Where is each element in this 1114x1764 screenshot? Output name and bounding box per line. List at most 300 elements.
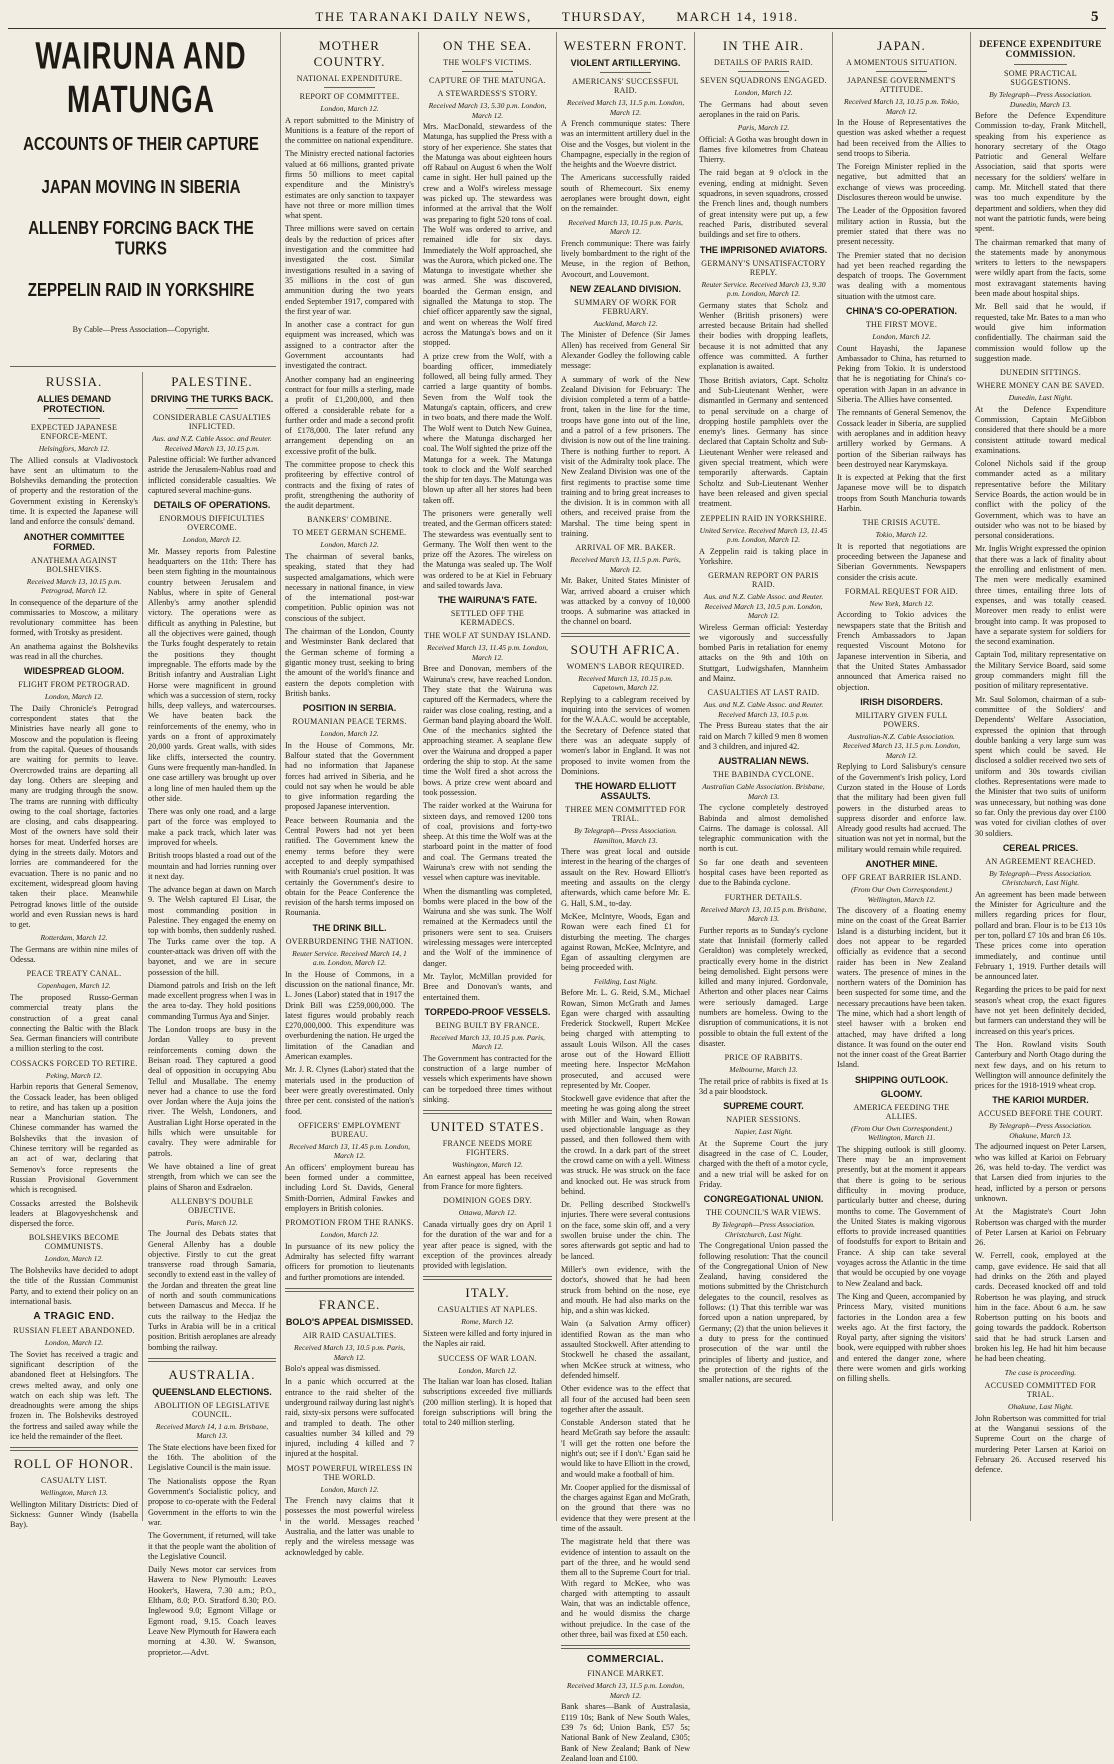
subheading: AMERICA FEEDING THE ALLIES.	[853, 1102, 950, 1121]
article-paragraph: Wireless German official: Yesterday we vigorously and successfully bombed Paris in retaliation for enemy attacks on the 9th and 10th on Stuttgart, Ludwigshafen, Mannheim and Mainz.	[699, 622, 828, 684]
article-paragraph: The Germans are within nine miles of Odessa.	[10, 944, 138, 965]
article-paragraph: The State elections have been fixed for the 16th. The abolition of the Legislative Council is the main issue.	[148, 1442, 276, 1473]
article-paragraph: Germany states that Scholz and Wenher (British prisoners) were arrested because Britain had shelled their bodies with dropping leaflets, because it is not admitted that any offence was committed. A further explanation is awaited.	[699, 300, 828, 372]
subheading: AMERICANS' SUCCESSFUL RAID.	[572, 77, 679, 95]
subheading: ANATHEMA AGAINST BOLSHEVIKS.	[31, 555, 117, 574]
subheading: THE IMPRISONED AVIATORS.	[699, 244, 828, 255]
article-paragraph: The Government, if returned, will take it that the people want the abolition of the Legislative Council.	[148, 1531, 276, 1561]
subheading: JAPANESE GOVERNMENT'S ATTITUDE.	[847, 76, 956, 94]
subheading: CASUALTIES AT NAPLES.	[437, 1305, 538, 1315]
dateline: Received March 13, 11.45 p.m. London, March 12.	[426, 643, 549, 662]
dateline: Reuter Service. Received March 13, 9.30 p.m. London, March 12.	[701, 279, 826, 299]
article-paragraph: The raider worked at the Wairuna for sixteen days, and removed 1200 tons of coal, provisions and forty-two sheep. At this time the Wolf was at the starboard point in the matter of food and coal. The Germans treated the Wairuna's crew with not sending the vessel when capture was inevitable.	[423, 801, 552, 883]
subheading: FORMAL REQUEST FOR AID.	[844, 586, 959, 596]
subheading: ANOTHER MINE.	[865, 859, 938, 870]
dateline: Received March 13, 5.30 p.m. London, March 12.	[428, 101, 547, 120]
article-paragraph: The cyclone completely destroyed Babinda and almost demolished Cairns. The damage is colossal. All telegraphic communication with the north is cut.	[699, 803, 828, 854]
article-paragraph: Bree and Donovan, members of the Wairuna's crew, have reached London. They state that the Wairuna was captured off the Kermadecs, where the raider was close coaling, resting, and a German band playing aboard the Wolf. One of the mechanics sighted the approaching steamer. A seaplane flew over the Wairuna and dropped a paper ordering the ship to stop. At the same time the Wolf fired a shot across the bows. A prize crew went aboard and took possession.	[423, 664, 552, 797]
article-paragraph: McKee, McIntyre, Woods, Egan and Rowan were each fined £1 for disturbing the meeting. The charges against Rowan, McKee, McIntyre, and Egan of assaulting clergymen are being proceeded with.	[561, 911, 690, 973]
article-paragraph: In consequence of the departure of the commissaries to Moscow, a military revolutionary committee has been formed, with Trotsky as president.	[10, 597, 138, 638]
dateline: Dunedin, Last Night.	[1008, 393, 1073, 403]
subheading: RUSSIAN FLEET ABANDONED.	[13, 1326, 135, 1336]
subheading: THE COUNCIL'S WAR VIEWS.	[705, 1208, 821, 1218]
article-paragraph: Cossacks arrested the Bolshevik leaders at Blagovyeshchensk and dispersed the force.	[10, 1198, 138, 1229]
subheading: THE HOWARD ELLIOTT ASSAULTS.	[574, 781, 677, 802]
subheading: AUSTRALIAN NEWS.	[718, 756, 809, 767]
dateline: Paris, March 12.	[186, 1217, 238, 1227]
dateline: London, March 12.	[320, 1230, 379, 1240]
article-paragraph: Official: A Gotha was brought down in flames five kilometres from Chateau Thierry.	[699, 134, 828, 165]
subheading: MOST POWERFUL WIRELESS IN THE WORLD.	[286, 1463, 413, 1482]
subheading: SHIPPING OUTLOOK.	[854, 1074, 948, 1085]
subheading: ANOTHER COMMITTEE FORMED.	[23, 531, 125, 552]
article-paragraph: The Foreign Minister replied in the negative, but admitted that an exchange of views was proceeding. Disclosures thereon would be unwise.	[837, 162, 966, 203]
subheading: SUMMARY OF WORK FOR FEBRUARY.	[574, 297, 677, 316]
subheading: CASUALTIES AT LAST RAID.	[707, 688, 820, 698]
dateline: Wellington, March 13.	[40, 1488, 108, 1498]
dateline: Received March 13, 10.15 p.m. Tokio, March 12.	[843, 97, 959, 116]
advertisement: Daily News motor car services from Hawera to New Plymouth: Leaves Hooker's, Hawera, 7.30 a.m.; P.O., Eltham, 8.0; P.O. Stratford 8.30; P.O. Inglewood 9.0; Egmont Village or Egmont road, 9.15. Coach leaves Leave New Plymouth for Hawera each morning at 4.30. W. Swanson, proprietor.—Advt.	[148, 1565, 276, 1657]
dateline: Aus. and N.Z. Cable Assoc. and Reuter. Received March 13, 10.5 p.m.	[703, 700, 824, 719]
subheading: REPORT OF COMMITTEE.	[299, 92, 400, 101]
summary-headline: ACCOUNTS OF THEIR CAPTURE	[23, 134, 259, 155]
article-paragraph: It is expected at Peking that the first Japanese move will be to dispatch troops from South Manchuria towards Harbin.	[837, 473, 966, 513]
article-paragraph: An anathema against the Bolsheviks was read in all the churches.	[10, 641, 138, 662]
article-paragraph: A summary of work of the New Zealand Division for February: The division completed a term of a battle-front, taken in the line for the time, troops have gone into out of the line, and a patrol of a few prisoners. The division is now out of the line training. There is nothing further to report. A visit of the Admiralty took place. The New Zealand Division was one of the first regiments to practise some time training and to bring great increases to the division. It is in common with all others, and received praise from the Marshal. The time being spent in training.	[561, 374, 690, 538]
article-paragraph: The Bolsheviks have decided to adopt the title of the Russian Communist Party, and to extend their policy on an international basis.	[10, 1265, 138, 1306]
article-paragraph: Mr. Inglis Wright expressed the opinion that there was a lack of finality about the enrolling and enlistment of men. The men were medically examined three times, entailing three lots of expenses, and was totally ceased. Moreover men ready to enlist were brought into camp. It was proposed to have a separate system for soldiers for the second examination.	[975, 544, 1106, 647]
article-paragraph: Peace between Roumania and the Central Powers had not yet been ratified. The Government knew the enemy terms before they were accepted to and deeply sympathised with Roumania's cruel position. It was certainly the Government's desire to obtain for the Peace Conference the revision of the harsh terms imposed on Roumania.	[285, 815, 414, 918]
masthead-title: THE TARANAKI DAILY NEWS,	[315, 9, 532, 24]
dateline: Received March 13, 10.15 p.m. Petrograd, March 12.	[26, 576, 122, 596]
subheading: DETAILS OF PARIS RAID.	[713, 58, 813, 67]
article-paragraph: Before Mr. L. G. Reid, S.M., Michael Rowan, Simon McGrath and James Egan were charged with assaulting Frederick Stockwell, Rupert McKee being charged with attempting to assault Louis Wilson. All the cases arose out of the Howard Elliott meeting here. Inspector McMahon prosecuted, and accused were represented by Mr. Cooper.	[561, 988, 690, 1090]
dateline: Washington, March 12.	[452, 1160, 523, 1170]
section-heading: JAPAN.	[877, 38, 926, 53]
dateline: London, March 12.	[734, 88, 793, 97]
column-in-the-air	[699, 36, 828, 1521]
dateline: London, March 12.	[320, 729, 379, 739]
subheading: ENORMOUS DIFFICULTIES OVERCOME.	[159, 514, 265, 533]
section-heading: ON THE SEA.	[442, 38, 533, 53]
article-paragraph: Miller's own evidence, with the doctor's, showed that he had been struck from behind on the nose, eye and mouth. He had also marks on the hip, and a shin was kicked.	[561, 1264, 690, 1316]
subheading: WIDESPREAD GLOOM.	[23, 666, 124, 677]
article-paragraph: The Ministry erected national factories valued at 66 millions, granted private firms 50 millions to meet capital expenditure and the Ministry's estimates are only sanction to taxpayer have not three or more million times what spent.	[285, 149, 414, 221]
dateline: Australian-N.Z. Cable Association. Received March 13, 11.5 p.m. London, March 12.	[842, 731, 961, 760]
article-paragraph: Further reports as to Sunday's cyclone state that Innisfail (formerly called Geraldton) was completely wrecked, practically every home in the district being demolished. Eight persons were killed and many injured. Gordonvale, Atherton and other places near Cairns were seriously damaged. Large numbers are homeless. Owing to the disruption of communications, it is not possible to obtain the full extent of the disaster.	[699, 925, 828, 1048]
subheading: CEREAL PRICES.	[1002, 842, 1079, 853]
dateline: London, March 12.	[320, 104, 379, 113]
article-paragraph: The adjourned inquest on Peter Larsen, who was killed at Karioi on February 26, was held to-day. The verdict was that Larsen died from injuries to the head, inflicted by a person or persons unknown.	[975, 1142, 1106, 1203]
masthead-date: MARCH 14, 1918.	[676, 9, 799, 24]
article-paragraph: Harbin reports that General Semenov, the Cossack leader, has been obliged to retire, and has taken up a position near a Manchurian station. The Chinese commander has warned the Bolsheviks that the invasion of Chinese territory will be regarded as an act of war, declaring that Semenov's force represents the Russian Provisional Government which is recognised.	[10, 1082, 138, 1195]
article-paragraph: The Congregational Union passed the following resolution: That the council of the Congregational Union of New Zealand, having considered the motions submitted by the Christchurch delegates to the council, resolves as follows: (1) That this terrible war was forced upon a nation unprepared, by Germany; (2) that the union believes it a duty to press for the continued prosecution of the war until the principles of liberty and justice, and the protection of the rights of the smaller nations, are secured.	[699, 1241, 828, 1385]
subheading: A TRAGIC END.	[33, 1311, 115, 1323]
subheading: MILITARY GIVEN FULL POWERS.	[855, 710, 948, 729]
article-paragraph: The Journal des Debats states that General Allenby has a double objective. Firstly to cut the great transverse road through Samaria, secondly to extend east in the valley of the Jordan and threaten the great line of north and south communications between Damascus and Mecca. If he cuts the railway to the Hedjaz the Turks in Arabia will be in a critical position. British aeroplanes are already bombing the railway.	[148, 1229, 277, 1352]
dateline: By Telegraph—Press Association. Ohakune, March 13.	[989, 1121, 1092, 1140]
subheading: DRIVING THE TURKS BACK.	[150, 394, 274, 404]
subheading: PRICE OF RABBITS.	[724, 1053, 803, 1063]
article-paragraph: Regarding the prices to be paid for next season's wheat crop, the exact figures have not yet been definitely decided, but farmers can understand they will be increased on this year's prices.	[975, 985, 1106, 1036]
article-paragraph: In another case a contract for gun equipment was increased, which was assigned to a contractor after the Government accountants had investigated the contract.	[285, 320, 414, 371]
subheading: NATIONAL EXPENDITURE.	[296, 74, 403, 83]
dateline: Auckland, March 12.	[593, 318, 658, 328]
article-paragraph: The Americans successfully raided south of Rhemecourt. Six enemy aeroplanes were brought down, eight on the remainder.	[561, 173, 690, 214]
subheading: ALLIES DEMAND PROTECTION.	[37, 394, 111, 414]
article-paragraph: The French navy claims that it possesses the most powerful wireless in the world. Messages reached Australia, and the latter was unable to reply and the wireless message was acknowledged by cable.	[285, 1496, 414, 1557]
article-paragraph: Mr. Cooper applied for the dismissal of the charges against Egan and McGrath, on the ground that there was no evidence that they were present at the time of the assault.	[561, 1482, 690, 1534]
subheading: ALLENBY'S DOUBLE OBJECTIVE.	[170, 1196, 254, 1215]
dateline: New York, March 12.	[869, 598, 934, 608]
subheading: SUCCESS OF WAR LOAN.	[438, 1353, 537, 1363]
section-heading: AUSTRALIA.	[168, 1366, 256, 1382]
subheading: NEW ZEALAND DIVISION.	[569, 283, 681, 294]
dateline: Received March 13, 11.5 p.m. London, March 12.	[566, 1681, 685, 1700]
subheading: FURTHER DETAILS.	[724, 892, 803, 902]
article-paragraph: Mr. Bell said that he would, if requested, take Mr. Bates to a man who would give him information confidentially. The chairman said the commission would follow up the suggestion made.	[975, 302, 1106, 363]
article-paragraph: There was only one road, and a large part of the force was employed to make a pack track, which later was improved for wheels.	[148, 807, 276, 847]
section-heading: FRANCE.	[318, 1297, 381, 1313]
article-paragraph: The Nationalists oppose the Ryan Government's Socialistic policy, and propose to co-operate with the Federal Government in the efforts to win the war.	[148, 1476, 276, 1527]
article-paragraph: Mr. Saul Solomon, chairman of a sub-committee of the Soldiers' and Dependents' Welfare Association, expressed the opinion that through double banking a very large sum was spent which could be saved. He disclosed a soldier received two sets of uniform and 30s towards civilian clothes. Representations were made to the Minister that two suits of uniform was unnecessary, but nothing was done so far. Only the previous day over £100 was voted for civilian clothes of over 30 soldiers.	[975, 694, 1106, 838]
subheading: THE WOLF AT SUNDAY ISLAND.	[424, 631, 551, 641]
article-paragraph: In the House of Representatives the question was asked whether a request had been received from the Allies to send troops to Siberia.	[837, 118, 966, 158]
column-western-front	[561, 36, 690, 1763]
column-on-the-sea	[423, 36, 552, 1521]
dateline: London, March 12.	[182, 535, 242, 545]
dateline: (From Our Own Correspondent.) Wellington, March 12.	[850, 885, 953, 904]
dateline: London, March 12.	[44, 1338, 104, 1348]
article-paragraph: Mr. J. R. Clynes (Labor) stated that the materials used in the production of beer were greatly overestimated. Only three per cent. consisted of the nation's food.	[285, 1065, 414, 1116]
article-paragraph: Canada virtually goes dry on April 1 for the duration of the war and for a year after peace is signed, with the exception of the provinces already provided with legislation.	[423, 1219, 552, 1271]
subheading: EXPECTED JAPANESE ENFORCE-MENT.	[30, 423, 118, 441]
article-paragraph: John Robertson was committed for trial at the Wanganui sessions of the Supreme Court on the charge of murdering Peter Larsen at Karioi on February 26. Accused reserved his defence.	[975, 1413, 1106, 1475]
article-paragraph: W. Ferrell, cook, employed at the camp, gave evidence. He said that all had drinks on the 26th and played cards. Deceased knocked off and told Robertson he was playing, and struck him in the face. About 6 a.m. he saw Robertson putting on his boots and going towards the paddock. Robertson said that he had struck Larsen and broken his leg. He had hit him because he had been cheating.	[975, 1251, 1106, 1364]
dateline: By Telegraph—Press Association. Hamilton, March 13.	[574, 826, 677, 845]
summary-rule	[10, 366, 276, 367]
subheading: SOME PRACTICAL SUGGESTIONS.	[1004, 69, 1077, 87]
closing-note: The case is proceeding.	[1004, 1367, 1077, 1377]
article-paragraph: In a panic which occurred at the entrance to the raid shelter of the underground railway during last night's raid, sixty-six persons were suffocated and trampled to death. The other casualties number 34 killed and 79 injured, including 4 killed and 7 injured at the hospital.	[285, 1377, 414, 1459]
dateline: Rome, March 12.	[461, 1317, 514, 1327]
article-paragraph: The London troops are busy in the Jordan Valley to prevent reinforcements coming down the Beisan road. They captured a good deal of opposition in occupying Abu Tellul and Musallabe. The enemy never had a chance to use the ford over Jordan where the Auja joins the river. The Welsh, Londoners, and Australian Light Horse operated in the hills which were unsuitable for cavalry. They were admirable for patrols.	[148, 1025, 276, 1158]
article-paragraph: A prize crew from the Wolf, with a boarding officer, immediately followed, all being fully armed. They carried a large quantity of bombs. Seven from the Wolf took the Matunga's captain, officers, and crew in two boats, and there made the Wolf. The Wolf went to Dutch New Guinea, where the Matunga discharged her coal. The Wolf sighted the prize off the Matunga for a week. The Matunga took to clock and the Wolf searched the ship for ten days. The Matunga was blown up after all her stores had been taken off.	[423, 351, 553, 505]
article-paragraph: The Press Bureau states that the air raid on March 7 killed 9 men 8 women and 3 children, and injured 42.	[699, 721, 828, 751]
dateline: Received March 13, 10.15 p.m. Paris, March 12.	[568, 217, 683, 237]
article-paragraph: The shipping outlook is still gloomy. There may be an improvement presently, but at the moment it appears that there is going to be serious difficulty in moving produce, particularly butter and cheese, during months to come. The Government of the United States is making vigorous efforts to provide increased quantities of foodstuffs for export to Britain and France. A ship can take several voyages across the Atlantic in the time that would be occupied by one voyage to New Zealand and back.	[837, 1144, 966, 1288]
article-paragraph: Palestine official: We further advanced astride the Jerusalem-Nablus road and inflicted considerable casualties. We captured several machine-guns.	[148, 455, 276, 495]
dateline: Tokio, March 12.	[875, 530, 928, 540]
article-paragraph: The remnants of General Semenov, the Cossack leader in Siberia, are supplied with aeroplanes and in addition heavy artillery worked by Germans. A portion of the Siberian railways has been destroyed near Karymskaya.	[837, 408, 966, 469]
subheading: AIR RAID CASUALTIES.	[302, 1331, 397, 1341]
article-paragraph: An earnest appeal has been received from France for more fighters.	[423, 1171, 552, 1192]
subheading: BEING BUILT BY FRANCE.	[435, 1020, 540, 1030]
subheading: GLOOMY.	[880, 1088, 923, 1099]
subheading: CHINA'S CO-OPERATION.	[846, 306, 957, 317]
article-paragraph: In the House of Commons, in a discussion on the national finance, Mr. L. Jones (Labor) stated that in 1917 the Drink Bill was £259,000,000. The latest figures would probably reach £270,000,000. This expenditure was overburdening the nation. He urged the limitation of the Canadian and American examples.	[285, 969, 414, 1062]
dateline: London, March 12.	[44, 1254, 104, 1264]
subheading: NAPIER SESSIONS.	[726, 1115, 801, 1125]
article-paragraph: According to Tokio advices the newspapers state that the British and French Ambassadors to Japan requested Viscount Motono for Japanese intervention in Siberia, and that the United States Ambassador announced that America raised no objection.	[837, 610, 966, 692]
subheading: CONGREGATIONAL UNION.	[703, 1194, 824, 1205]
subheading: BANKERS' COMBINE.	[307, 515, 392, 525]
dateline: Copenhagen, March 12.	[37, 981, 111, 991]
article-paragraph: The Soviet has received a tragic and significant description of the abandoned fleet at Helsingfors. The crews melted away, and only one watch on each ship was left. The dreadnoughts were among the ships frozen in. The Bolsheviks destroyed the fortress and sailed away while the ice held the remainder of the fleet.	[10, 1349, 138, 1441]
subheading: CAPTURE OF THE MATUNGA.	[429, 76, 546, 85]
subheading: A STEWARDESS'S STORY.	[437, 89, 538, 98]
article-paragraph: Before the Defence Expenditure Commission to-day, Frank Mitchell, speaking from his experience as honorary secretary of the Otago Patriotic and General Welfare Association, said that sports were necessary for the soldiers' welfare in camp. Mr. Mitchell stated that there was too much expenditure by the department and soldiers, when they did not want the patriotic funds, were being spent.	[975, 111, 1106, 234]
article-paragraph: The chairman of the London, County and Westminster Bank declared that the German scheme of forming a gigantic money trust, seeking to bring the amount of the world's finance and eastern the depots completion with British banks.	[285, 627, 414, 698]
section-heading: ITALY.	[465, 1285, 510, 1301]
subheading: SUPREME COURT.	[723, 1101, 804, 1112]
section-heading: SOUTH AFRICA.	[570, 641, 681, 657]
subheading: SEVEN SQUADRONS ENGAGED.	[700, 76, 827, 85]
dateline: Received March 13, 11.5 p.m. London, March 12.	[566, 98, 685, 117]
article-paragraph: A French communique states: There was an intermittent artillery duel in the Oise and the Vosges, but violent in the Champagne, especially in the region of the heights and the Woevre district.	[561, 119, 690, 170]
summary-headline: ZEPPELIN RAID IN YORKSHIRE	[27, 280, 255, 301]
article-paragraph: The retail price of rabbits is fixed at 1s 3d a pair bloodstock.	[699, 1076, 828, 1096]
subheading: ACCUSED COMMITTED FOR TRIAL.	[984, 1381, 1097, 1400]
dateline: Received March 13, 11.5 p.m. Paris, March 12.	[570, 555, 681, 574]
article-paragraph: So far one death and seventeen hospital cases have been reported as due to the Babinda cyclone.	[699, 857, 828, 888]
subheading: WOMEN'S LABOR REQUIRED.	[566, 661, 685, 671]
article-paragraph: It is reported that negotiations are proceeding between the Japanese and Siberian Governments. Newspapers consider the crisis acute.	[837, 541, 966, 582]
front-summary	[10, 34, 272, 334]
article-paragraph: French communique: There was fairly lively bombardment to the right of the Meuse, in the region of Bethon, Avocourt, and Louvemont.	[561, 238, 690, 279]
subheading: PROMOTION FROM THE RANKS.	[285, 1218, 414, 1228]
article-paragraph: Bank shares—Bank of Australasia, £119 10s; Bank of New South Wales, £39 7s 6d; Union Bank, £57 5s; National Bank of New Zealand, £305; Bank of New Zealand; Bank of New Zealand loan and £100.	[561, 1702, 690, 1763]
section-heading: MOTHER COUNTRY.	[313, 38, 386, 69]
article-paragraph: Count Hayashi, the Japanese Ambassador to China, has returned to Peking from Tokio. It is understood that he is negotiating for China's co-operation with Japan in an advance in Siberia. The Allies have consented.	[837, 343, 966, 405]
dateline: Reuter Service. Received March 14, 1 a.m. London, March 12.	[292, 948, 407, 968]
article-paragraph: The Allied consuls at Vladivostock have sent an ultimatum to the Bolsheviks demanding the protection of property and the restoration of the Government existing in Kerensky's time. It is expected the Japanese will land and enforce the consuls' demand.	[10, 455, 138, 527]
article-paragraph: The prisoners were generally well treated, and the German officers stated: The stewardess was eventually sent to Germany. The Wolf then went to the prize off the Azores. The wireless on the Matunga was sealed up. The Wolf was ordered to be at Kiel in February and sailed towards Java.	[423, 508, 552, 591]
section-heading: COMMERCIAL.	[586, 1654, 665, 1666]
article-paragraph: When the dismantling was completed, bombs were placed in the bow of the Wairuna and she was sunk. The Wolf remained at the Kermadecs until the prisoners were sent to sea. Cruisers wirelessing messages were intercepted and the Wolf of the imminence of danger.	[423, 886, 552, 968]
article-paragraph: Mr. Taylor, McMillan provided for Bree and Donovan's wants, and entertained them.	[423, 971, 552, 1002]
article-paragraph: The magistrate held that there was evidence of intention to assault on the part of the three, and he would send them all to the Supreme Court for trial. With regard to McKee, who was charged with attempting to assault Wain, that was an indictable offence, and he would dismiss the charge without prejudice. In the case of the other three, bail was fixed at £50 each.	[561, 1537, 690, 1640]
article-paragraph: Bolo's appeal was dismissed.	[285, 1364, 381, 1374]
subheading: AN AGREEMENT REACHED.	[985, 856, 1096, 866]
subheading: FLIGHT FROM PETROGRAD.	[18, 680, 130, 690]
dateline: London, March 12.	[44, 692, 104, 702]
article-paragraph: Colonel Nichols said if the group commander acted as a military representative before the Military Service Boards, the action would be in conflict with the policy of the Government, which was to have an outsider who was not to be biased by personal considerations.	[975, 459, 1106, 541]
subheading: OFFICERS' EMPLOYMENT BUREAU.	[298, 1120, 401, 1139]
subheading: CONSIDERABLE CASUALTIES INFLICTED.	[153, 413, 271, 431]
subheading: SETTLED OFF THE KERMADECS.	[450, 609, 525, 628]
column-japan	[837, 36, 966, 1521]
dateline: Feilding, Last Night.	[593, 976, 658, 986]
dateline: United Service. Received March 13, 11.45 p.m. London, March 12.	[699, 525, 828, 544]
column-rule	[142, 372, 143, 1521]
dateline: London, March 12.	[320, 1484, 379, 1494]
subheading: THE BABINDA CYCLONE.	[712, 770, 815, 780]
article-paragraph: The Italian war loan has closed. Italian subscriptions exceeded five milliards (200 million sterling). It is hoped that foreign subscriptions will bring the total to 240 million sterling.	[423, 1377, 552, 1428]
dateline: Received March 13, 10.15 p.m. Capetown, March 12.	[578, 673, 673, 693]
masthead	[8, 6, 1106, 29]
subheading: TO MEET GERMAN SCHEME.	[292, 528, 407, 538]
article-paragraph: The Minister of Defence (Sir James Allen) has received from General Sir Alexander Godley the following cable message:	[561, 330, 690, 371]
dateline: Melbourne, March 13.	[729, 1065, 798, 1075]
subheading: IRISH DISORDERS.	[860, 696, 943, 707]
article-paragraph: Mr. Massey reports from Palestine headquarters on the 11th: There has been stern fighting in the mountainous country between Jerusalem and Nablus, where in spite of General Allenby's army another splendid victory. The operations were as difficult as anything in Palestine, but all the objectives were gained, though the Turks fought desperately to retain the positions they thought impregnable. The efforts made by the British infantry and Australian Light Horse were magnificent in ground which was a succession of stern, rocky hills, deep valleys, and watercourses. We have beaten back the reinforcements of the enemy, who in yards on a front of approximately 20,000 yards. Great walls, with sides like cliffs, intersected the country. Guns were frequently man-handled. In one case artillery was brought up over a long line of men hauled them up the other side.	[148, 546, 276, 803]
article-paragraph: A Zeppelin raid is taking place in Yorkshire.	[699, 546, 828, 566]
column-mother-country	[285, 36, 414, 1557]
article-paragraph: Three millions were saved on certain deals by the reduction of prices after investigation and the committee had investigated the cost. Similar investigations resulted in a saving of 35 millions in the cost of gun ammunition during the two years ended September 1917, compared with the first year of war.	[285, 224, 414, 316]
article-paragraph: Wellington Military Districts: Died of Sickness: Gunner Windy (Isabella Bay).	[10, 1499, 138, 1530]
article-paragraph: At the Defence Expenditure Commission, Captain McGibbon considered that there should be a more consistent attitude toward medical examinations.	[975, 404, 1106, 455]
page-number: 5	[1091, 8, 1100, 25]
subheading: THREE MEN COMMITTED FOR TRIAL.	[565, 805, 686, 824]
article-paragraph: The Premier stated that no decision had yet been reached regarding the despatch of troops. The Government was dealing with a momentous situation with the utmost care.	[837, 250, 966, 301]
column-rule	[280, 32, 281, 1521]
subheading: CASUALTY LIST.	[40, 1476, 108, 1486]
dateline: By Telegraph—Press Association. Christchurch, Last Night.	[989, 868, 1092, 888]
section-heading: PALESTINE.	[171, 374, 253, 389]
subheading: ACCUSED BEFORE THE COURT.	[978, 1109, 1103, 1119]
main-headline: WAIRUNA AND MATUNGA	[35, 34, 247, 120]
subheading: DUNEDIN SITTINGS.	[999, 368, 1082, 378]
article-paragraph: The chairman of several banks, speaking, stated that they had suspected amalgamations, which were necessary in national finance, in view of the international post-war competition. Public opinion was not conscious of the subject.	[285, 551, 414, 623]
summary-headline: JAPAN MOVING IN SIBERIA	[41, 177, 241, 198]
cable-credit: By Cable—Press Association—Copyright.	[72, 325, 210, 334]
section-heading: RUSSIA.	[45, 374, 103, 389]
subheading: TORPEDO-PROOF VESSELS.	[424, 1006, 551, 1017]
dateline: Received March 13, 10.5 p.m. Paris, March 12.	[293, 1343, 406, 1362]
article-paragraph: At the Magistrate's Court John Robertson was charged with the murder of Peter Larsen at Karioi on February 26.	[975, 1207, 1106, 1248]
article-paragraph: We have obtained a line of great strength, from which we can see the plains of Sharon and Esdraelon.	[148, 1161, 276, 1192]
article-paragraph: Mrs. MacDonald, stewardess of the Matunga, has supplied the Press with a story of her experience. She states that the Matunga was about eighteen hours off Rabaul on August 6 when the Wolf came in sight. Her hull pained up the crew and a Wolf's wireless message was picked up. The stewardess was informed at the arrival that the Wolf was preparing to fight 520 tons of coal. The Wolf was ordered to arrive, and remained idle for six days. Immediately the Wolf approached, she was the Aurora, which picked one. The Matunga to investigate whether she was armed. She was discovered, boarded the German ensign, and signalled the Matunga to stop. The chief officer apparently saw the signal, and went on whereas the Wolf fired across the Matunga's bows and on it stopped.	[423, 122, 552, 348]
section-heading: DEFENCE EXPENDITURE COMMISSION.	[979, 40, 1102, 60]
article-paragraph: The proposed Russo-German commercial treaty plans the construction of a great canal connecting the Baltic with the Black Sea. German financiers will contribute a million sterling to the cost.	[10, 992, 138, 1054]
article-paragraph: There was great local and outside interest in the hearing of the charges of assault on the Rev. Howard Elliott's meeting and assaults on the clergy afterwards, which came before Mr. E. G. Hall, S.M., to-day.	[561, 847, 690, 908]
article-paragraph: The chairman remarked that many of the statements made by anonymous writers to letters to the newspapers were wildly apart from the facts, some most extravagant statements having been made about hospital ships.	[975, 237, 1106, 299]
article-paragraph: Stockwell gave evidence that after the meeting he was going along the street with Miller and Wain, when Rowan used objectionable language as they passed, and then followed them with the crowd. In a dark part of the street the crowd came on with a yell. Witness was struck. He was struck on the face and knocked out. He was struck from behind.	[561, 1094, 690, 1196]
dateline: Aus. and N.Z. Cable Assoc. and Reuter. Received March 13, 10.5 p.m. London, March 12.	[703, 592, 824, 621]
dateline: Helsingfors, March 12.	[38, 444, 110, 453]
dateline: Received March 13, 10.15 p.m. Paris, March 12.	[430, 1032, 545, 1052]
subheading: ARRIVAL OF MR. BAKER.	[575, 543, 676, 553]
article-paragraph: In pursuance of its new policy the Admiralty has selected fifty warrant officers for promotion to lieutenants and further promotions are intended.	[285, 1241, 414, 1282]
article-paragraph: Those British aviators, Capt. Scholtz and Sub-Lieutenant Wenher, were dismantled in Germany and sentenced to penal servitude on a charge of dropping hostile pamphlets over the enemy's lines. Germany has since declared that Captain Scholtz and Sub-Lieutenant Wenher were released and given special treatment, which were temporarily afterwards. Captain Scholtz and Sub-Lieutenant Wenher have been released and given special treatment.	[699, 375, 828, 509]
article-paragraph: The Leader of the Opposition favored military action in Russia, but the premier stated that there was no present necessity.	[837, 206, 966, 247]
dateline: Ottawa, March 12.	[458, 1208, 517, 1218]
dateline: Paris, March 12.	[737, 123, 790, 133]
subheading: FRANCE NEEDS MORE FIGHTERS.	[442, 1139, 533, 1158]
article-paragraph: Captain Tod, military representative on the Military Service Board, said some group commanders might fill the position of military representative.	[975, 650, 1106, 691]
article-paragraph: Dr. Pelling described Stockwell's injuries. There were several contusions on the face, some skin off, and a very swollen bruise under the chin. The sores afterwards got septic and had to be lanced.	[561, 1200, 690, 1261]
dateline: Received March 13, 10.15 p.m. Brisbane, March 13.	[700, 904, 827, 924]
column-defence-expenditure	[975, 36, 1106, 1521]
article-paragraph: Diamond patrols and Irish on the left made excellent progress when I was in the area to-day. They hold positions commanding Turmus Aya and Sinjer.	[148, 980, 276, 1021]
subheading: THE WAIRUNA'S FATE.	[438, 595, 537, 606]
dateline: Peking, March 12.	[45, 1070, 103, 1080]
dateline: Ohakune, Last Night.	[1008, 1402, 1073, 1412]
article-paragraph: The Government has contracted for the construction of a large number of vessels which experiments have shown can be torpedoed three times without sinking.	[423, 1053, 552, 1105]
subheading: DETAILS OF OPERATIONS.	[153, 500, 271, 511]
subheading: GERMANY'S UNSATISFACTORY REPLY.	[701, 258, 826, 277]
dateline: (From Our Own Correspondent.) Wellington, March 11.	[850, 1123, 953, 1143]
subheading: BOLSHEVIKS BECOME COMMUNISTS.	[28, 1233, 120, 1252]
article-paragraph: The Hon. Rowland visits South Canterbury and North Otago during the next few days, and on his return to Wellington will announce definitely the prices for the 1918-1919 wheat crop.	[975, 1039, 1106, 1091]
subheading: OFF GREAT BARRIER ISLAND.	[841, 873, 962, 883]
section-heading: ROLL OF HONOR.	[13, 1456, 135, 1472]
dateline: London, March 12.	[872, 332, 931, 342]
subheading: THE WOLF'S VICTIMS.	[443, 58, 532, 67]
article-paragraph: The raid began at 9 o'clock in the evening, ending at midnight. Seven squadrons, in seven squadrons, crossed the French lines and, though numbers of great intensity were put up, a few reached Paris, distributed several buildings and set fire to others.	[699, 168, 828, 240]
article-paragraph: The Germans had about seven aeroplanes in the raid on Paris.	[699, 99, 828, 119]
column-rule	[556, 32, 557, 1521]
article-paragraph: Constable Anderson stated that he heard McGrath say before the assault: 'I will get the rotten one before the night's out; see if I don't.' Egan said he would like to have Elliott in the crowd, and would make a football of him.	[561, 1418, 690, 1479]
article-paragraph: Another company had an engineering contract for four mills a sterling, made a profit of £1,200,000, and then offered a considerable rebate for a further order and made a second profit of £178,000. The later refund any arrangement depending on an excessive profit of the bulk.	[285, 374, 414, 456]
section-heading: IN THE AIR.	[722, 38, 805, 53]
article-paragraph: Other evidence was to the effect that all four of the accused had been seen together after the assault.	[561, 1384, 690, 1414]
subheading: FINANCE MARKET.	[587, 1669, 664, 1679]
subheading: GERMAN REPORT ON PARIS RAID.	[708, 571, 819, 590]
dateline: Received March 13, 11.45 p.m. London, March 12.	[288, 1141, 411, 1161]
subheading: THE FIRST MOVE.	[865, 320, 938, 330]
subheading: THE CRISIS ACUTE.	[862, 518, 941, 528]
subheading: WHERE MONEY CAN BE SAVED.	[976, 381, 1105, 391]
article-paragraph: Mr. Baker, United States Minister of War, arrived aboard a cruiser which was attacked by a convoy of 10,000 troops. A submarine was attacked in the channel on board.	[561, 576, 690, 627]
article-paragraph: An officers' employment bureau has been formed under a committee, including Lord St. Davids, General Smith-Dorrien, Admiral Fawkes and employers in British colonies.	[285, 1162, 414, 1214]
dateline: Australian Cable Association. Brisbane, March 13.	[702, 782, 825, 801]
article-paragraph: An agreement has been made between the Minister for Agriculture and the millers regarding prices for flour, pollard and bran. Flour is to be £13 10s per ton, pollard £7 10s and bran £6 10s. These prices come into operation immediately, and continue until February 1, 1919. Further details will be announced later.	[975, 889, 1106, 982]
article-paragraph: Replying to a cablegram received by inquiring into the services of women for the W.A.A.C. would be acceptable, the Secretary of Defence stated that there was an adequate supply of women's labor in England. It was not proposed to invite women from the Dominions.	[561, 694, 690, 776]
article-paragraph: The committee propose to check this profiteering by effective control of contracts and the fixing of rates of profit, strengthening the authority of the audit department.	[285, 460, 414, 511]
dateline: Received March 14, 1 a.m. Brisbane, March 13.	[155, 1421, 269, 1441]
article-paragraph: Replying to Lord Salisbury's censure of the Government's Irish policy, Lord Curzon stated in the House of Lords that the military had been given full powers in the disturbed areas to suppress disorder and enforce law. Already good results had accrued. The situation was not yet in normal, but the military would remain while required.	[837, 762, 966, 854]
article-paragraph: The advance began at dawn on March 9. The Welsh captured El Lisar, the most commanding position in Palestine. They engaged the enemy on top with bombs, then suddenly rushed. The Turks came over the top. A counter-attack was driven off with the bayonet, and we are in secure possession of the hill.	[148, 885, 276, 977]
masthead-day: THURSDAY,	[561, 9, 647, 24]
subheading: THE DRINK BILL.	[312, 922, 387, 933]
article-paragraph: At the Supreme Court the jury disagreed in the case of C. Louder, charged with the theft of a motor cycle, and a new trial will be asked for on Friday.	[699, 1138, 828, 1189]
column-rule	[832, 32, 833, 1521]
subheading: QUEENSLAND ELECTIONS.	[152, 1386, 272, 1397]
article-paragraph: Sixteen were killed and forty injured in the Naples air raid.	[423, 1328, 552, 1349]
column-rule	[970, 32, 971, 1521]
section-heading: UNITED STATES.	[430, 1119, 545, 1135]
column-palestine	[148, 372, 277, 1657]
subheading: ABOLITION OF LEGISLATIVE COUNCIL.	[154, 1400, 270, 1419]
subheading: A MOMENTOUS SITUATION.	[845, 58, 958, 67]
summary-headline: ALLENBY FORCING BACK THE TURKS	[28, 218, 254, 260]
dateline: By Telegraph—Press Association. Christchurch, Last Night.	[712, 1220, 815, 1239]
subheading: COSSACKS FORCED TO RETIRE.	[10, 1058, 138, 1068]
dateline: Rotterdam, March 12.	[40, 933, 108, 943]
subheading: PEACE TREATY CANAL.	[26, 969, 122, 979]
column-rule	[418, 32, 419, 1521]
dateline: London, March 12.	[458, 1365, 517, 1375]
article-paragraph: A report submitted to the Ministry of Munitions is a feature of the report of the committee on national expenditure.	[285, 115, 414, 146]
subheading: VIOLENT ARTILLERYING.	[570, 58, 681, 68]
dateline: By Telegraph—Press Association. Dunedin, March 13.	[989, 90, 1092, 109]
subheading: ROUMANIAN PEACE TERMS.	[292, 717, 407, 727]
article-paragraph: The discovery of a floating enemy mine on the coast of the Great Barrier Island is a disturbing incident, but it does not appear to be regarded officially as evidence that a second raider has been in New Zealand waters. The presence of mines in the northern waters of the Dominion has been suspected for some time, and the necessary precautions have been taken. The mine, which had a short length of steel hawser with a broken end attached, may have drifted a long distance. It was found on the outer end not the inner coast of the Great Barrier Island.	[837, 906, 966, 1070]
dateline: Napier, Last Night.	[734, 1127, 793, 1137]
subheading: THE KARIOI MURDER.	[992, 1095, 1089, 1106]
article-paragraph: The Daily Chronicle's Petrograd correspondent states that the Ministries have nearly all gone to Moscow and the population is fleeing from the capital. Queues of thousands are waiting for permits to leave. Overcrowded trains are departing all day long. Others are sleeping and many are trudging through the snow. The trams are running with difficulty owing to the coal shortage, factories are closing, and cabs disappearing. Most of the owners have sold their horses for meat. Underfed horses are dying in the streets daily. Motors and lorries are commandeered for the evacuation. There is no panic and no excitement, widespread gloom having taken their place. Meanwhile Petrograd knows little of the outside world and even Russian news is hard to get.	[10, 703, 138, 930]
column-russia	[10, 372, 138, 1530]
dateline: London, March 12.	[320, 540, 379, 550]
subheading: DOMINION GOES DRY.	[442, 1196, 533, 1206]
subheading: ZEPPELIN RAID IN YORKSHIRE.	[700, 513, 827, 523]
subheading: BOLO'S APPEAL DISMISSED.	[285, 1317, 414, 1328]
dateline: Aus. and N.Z. Cable Assoc. and Reuter. Received March 13, 10.15 p.m.	[152, 434, 272, 453]
column-rule	[694, 32, 695, 1521]
subheading: POSITION IN SERBIA.	[302, 703, 397, 714]
